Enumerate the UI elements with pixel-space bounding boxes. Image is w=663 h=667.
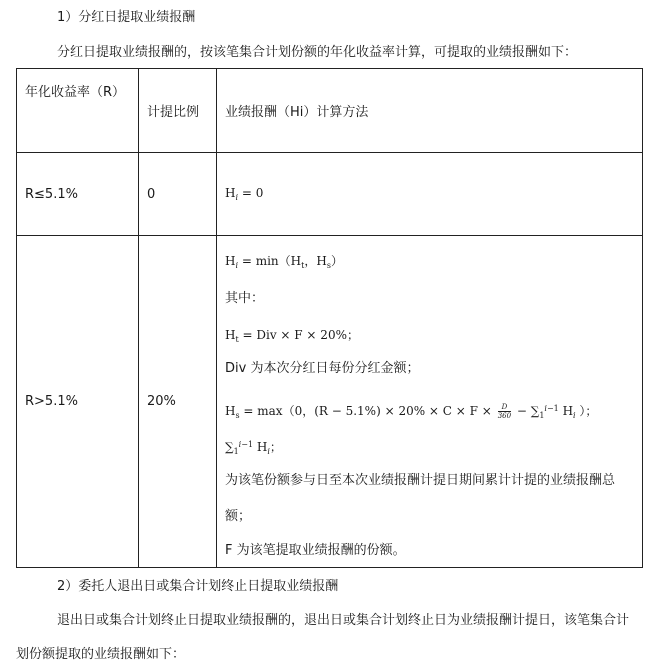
section-heading-2: 2）委托人退出日或集合计划终止日提取业绩报酬 (57, 579, 339, 594)
row1-formula: $H_i = 0$ (217, 153, 643, 236)
header-annual-return: 年化收益率（R） (17, 69, 139, 153)
row1-ratio: 0 (139, 153, 217, 236)
header-accrual-ratio: 计提比例 (139, 69, 217, 153)
row2-ratio: 20% (139, 236, 217, 568)
section-heading-1: 1）分红日提取业绩报酬 (57, 10, 196, 25)
performance-fee-table (16, 68, 643, 568)
table-header-row (17, 69, 643, 153)
formula-hs: $H_s = \max(0$，(R − 5.1%) × 20% × C × F × $\frac{D}{360}$ − $\sum_1^{i-1}$ $H_i$ ）； (225, 403, 598, 420)
formula-hi-min: $H_i = \min(H_t$，$H_s$） (225, 254, 343, 270)
exit-paragraph-line2: 划份额提取的业绩报酬如下： (16, 647, 186, 662)
f-description: F 为该笔提取业绩报酬的份额。 (225, 543, 406, 558)
intro-paragraph: 分红日提取业绩报酬的，按该笔集合计划份额的年化收益率计算，可提取的业绩报酬如下： (57, 45, 578, 60)
formula-sum-hi: $\sum_1^{i-1}$ $H_i$； (225, 440, 282, 456)
row1-condition: R≤5.1% (17, 153, 139, 236)
exit-paragraph-line1: 退出日或集合计划终止日提取业绩报酬的，退出日或集合计划终止日为业绩报酬计提日，该笔集合计 (57, 613, 630, 628)
row2-formula-cell (217, 236, 643, 568)
table-row (17, 153, 643, 236)
header-calc-method: 业绩报酬（Hi）计算方法 (217, 69, 643, 153)
cumulative-description: 为该笔份额参与日至本次业绩报酬计提日期间累计计提的业绩报酬总 (225, 473, 616, 488)
row2-condition: R>5.1% (17, 236, 139, 568)
note-label: 其中： (225, 291, 265, 306)
div-description: Div 为本次分红日每份分红金额； (225, 361, 420, 376)
table-row (17, 236, 643, 568)
formula-ht: $H_t$ = Div × F × 20%； (225, 328, 359, 344)
cumulative-description-cont: 额； (225, 509, 252, 524)
